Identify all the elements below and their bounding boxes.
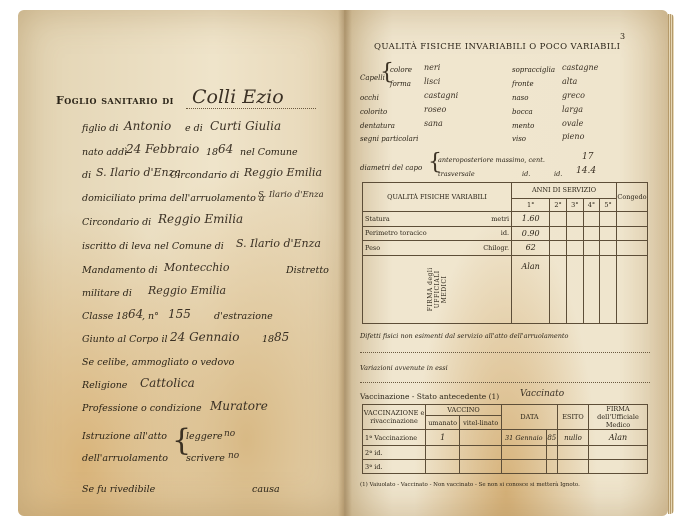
classe-year: 64 (128, 307, 144, 321)
colorito-label: colorito (360, 108, 388, 116)
vacc-row-date: 31 Gennaio (502, 430, 546, 446)
bocca-value: larga (562, 105, 584, 114)
diametri-label: diametri del capo (360, 164, 423, 172)
trasversale-id-label-2: id. (554, 170, 563, 178)
brace: { (172, 423, 192, 458)
occhi-value: castagni (424, 91, 459, 100)
vacc-row-esito: nullo (558, 430, 589, 446)
mother-name: Curti Giulia (210, 119, 282, 133)
professione-value: Muratore (210, 399, 268, 413)
domicile-label: domiciliato prima dell'arruolamento a (82, 193, 265, 204)
vaccination-status: Vaccinato (520, 389, 565, 399)
naso-value: greco (562, 91, 585, 100)
colore-value: neri (424, 63, 441, 72)
vacc-row-year: 85 (546, 430, 557, 446)
diametri-brace: { (428, 150, 442, 175)
mento-label: mento (512, 122, 535, 130)
vaccino-header: VACCINO (426, 405, 502, 416)
militare-label: militare di (82, 288, 132, 299)
perimetro-label: Perimetro toracico (363, 226, 466, 241)
trasversale-id-label-1: id. (522, 170, 531, 178)
birth-year: 64 (218, 142, 234, 156)
arruolamento-label: dell'arruolamento (82, 453, 168, 464)
antero-label: anteroposteriore massimo, cent. (438, 156, 545, 164)
vitellino-header: vitel-linato (460, 416, 502, 430)
difetti-label: Difetti fisici non esimenti dal servizio all'atto dell'arruolamento (360, 332, 569, 340)
occhi-label: occhi (360, 94, 379, 102)
classe-year-prefix: 18 (116, 311, 129, 322)
viso-value: pieno (562, 132, 585, 141)
dentatura-label: dentatura (360, 122, 395, 130)
celibe-label: Se celibe, ammogliato o vedovo (82, 357, 235, 368)
vacc-row-label: 3ª id. (363, 460, 426, 474)
birth-comune: S. Ilario d'Enza (96, 166, 181, 179)
statura-unit: metri (466, 212, 512, 227)
variazioni-label: Variazioni avvenute in essi (360, 364, 448, 372)
vacc-row-label: 1ª Vaccinazione (363, 430, 426, 446)
birth-day: 24 Febbraio (126, 142, 200, 156)
comune-label: nel Comune (240, 147, 298, 158)
fronte-label: fronte (512, 80, 534, 88)
umanato-header: umanato (426, 416, 460, 430)
distretto-label: Distretto (286, 265, 329, 276)
right-page (344, 10, 668, 516)
classe-label: Classe (82, 311, 114, 322)
forma-value: lisci (424, 77, 441, 86)
peso-value: 62 (512, 241, 550, 256)
mandamento-label: Mandamento di (82, 265, 158, 276)
causa-label: causa (252, 484, 280, 495)
estrazione-label: d'estrazione (214, 311, 273, 322)
vacc-row-label: 2ª id. (363, 446, 426, 460)
peso-label: Peso (363, 241, 466, 256)
circondario2-value: Reggio Emilia (158, 212, 244, 226)
giunto-year: 85 (274, 330, 290, 344)
scrivere-label: scrivere (186, 453, 225, 464)
giunto-year-prefix: 18 (262, 334, 275, 345)
statura-value: 1.60 (512, 212, 550, 227)
scrivere-value: no (228, 451, 240, 461)
page-number: 3 (620, 32, 626, 41)
vacc-row (363, 460, 648, 474)
circondario-label: Circondario di (170, 170, 240, 181)
born-label: nato addì (82, 147, 128, 158)
colore-label: colore (390, 66, 413, 74)
fronte-value: alta (562, 77, 578, 86)
year-header: 1° (512, 198, 550, 211)
son-of-label: figlio di (82, 123, 119, 134)
numero-label: , n° (142, 311, 159, 322)
name-line (186, 108, 316, 109)
bocca-label: bocca (512, 108, 533, 116)
capelli-brace: { (380, 60, 394, 85)
physical-qualities-table (362, 182, 648, 324)
soldier-name: Colli Ezio (192, 86, 284, 108)
data-header: DATA (502, 405, 558, 430)
capelli-label: Capelli (360, 74, 385, 82)
esito-header: ESITO (558, 405, 589, 430)
domicile-value: S. Ilario d'Enza (258, 190, 324, 200)
rivedibile-label: Se fu rivedibile (82, 484, 156, 495)
congedo-header: Congedo (617, 183, 648, 212)
di-label: di (82, 170, 92, 181)
vacc-row (363, 446, 648, 460)
colorito-value: roseo (424, 105, 447, 114)
istruzione-label: Istruzione all'atto (82, 431, 167, 442)
vacc-row-umanato: 1 (426, 430, 460, 446)
professione-label: Professione o condizione (82, 403, 202, 414)
vacc-col-header: VACCINAZIONE e rivaccinazione (363, 405, 426, 430)
dentatura-value: sana (424, 119, 443, 128)
circondario2-label: Circondario di (82, 217, 152, 228)
giunto-date: 24 Gennaio (170, 330, 240, 344)
giunto-label: Giunto al Corpo il (82, 334, 168, 345)
distretto-value: Reggio Emilia (148, 284, 227, 297)
numero-value: 155 (168, 307, 191, 321)
trasversale-value: 14.4 (576, 166, 597, 176)
book-spine (338, 10, 352, 516)
year-header: 5° (600, 198, 617, 211)
father-name: Antonio (124, 119, 172, 133)
leggere-value: no (224, 429, 236, 439)
firma-medici-value: Alan (512, 255, 550, 323)
birth-circondario: Reggio Emilia (244, 166, 323, 179)
variazioni-line (360, 382, 650, 383)
and-of-label: e di (185, 123, 203, 134)
year-header: 3° (566, 198, 583, 211)
sheet-heading: Foglio sanitario di (56, 94, 174, 107)
quality-header: QUALITÀ FISICHE VARIABILI (363, 183, 512, 212)
sopracciglia-value: castagne (562, 63, 599, 72)
antero-value: 17 (582, 152, 594, 162)
firma-medico-header: FIRMA dell'Ufficiale Medico (589, 405, 648, 430)
leva-comune: S. Ilario d'Enza (236, 237, 321, 250)
leva-label: iscritto di leva nel Comune di (82, 241, 224, 252)
mento-value: ovale (562, 119, 584, 128)
viso-label: viso (512, 135, 526, 143)
left-page (18, 10, 344, 516)
forma-label: forma (390, 80, 411, 88)
vaccination-title: Vaccinazione - Stato antecedente (1) (360, 392, 500, 401)
birth-year-prefix: 18 (206, 147, 219, 158)
footnote: (1) Vaiuolato - Vaccinato - Non vaccinato - Se non si conosce si metterà Ignoto. (360, 482, 580, 488)
vacc-row-firma: Alan (589, 430, 648, 446)
trasversale-label: trasversale (438, 170, 475, 178)
difetti-line (360, 352, 650, 353)
sopracciglia-label: sopracciglia (512, 66, 556, 74)
peso-unit: Chilogr. (466, 241, 512, 256)
leggere-label: leggere (186, 431, 223, 442)
religione-label: Religione (82, 380, 128, 391)
year-header: 4° (583, 198, 600, 211)
years-header: ANNI DI SERVIZIO (512, 183, 617, 199)
page-edges (668, 14, 674, 514)
perimetro-unit: id. (466, 226, 512, 241)
vaccination-table (362, 404, 648, 474)
perimetro-value: 0.90 (512, 226, 550, 241)
segni-label: segni particolari (360, 135, 419, 143)
naso-label: naso (512, 94, 529, 102)
year-header: 2° (550, 198, 567, 211)
statura-label: Statura (363, 212, 466, 227)
mandamento-value: Montecchio (164, 261, 230, 274)
firma-medici-label: FIRMA degli UFFICIALI MEDICI (426, 267, 448, 312)
open-booklet (18, 10, 674, 520)
page-title: QUALITÀ FISICHE INVARIABILI O POCO VARIABILI (374, 42, 621, 52)
vacc-row (363, 430, 648, 446)
religione-value: Cattolica (140, 376, 195, 390)
